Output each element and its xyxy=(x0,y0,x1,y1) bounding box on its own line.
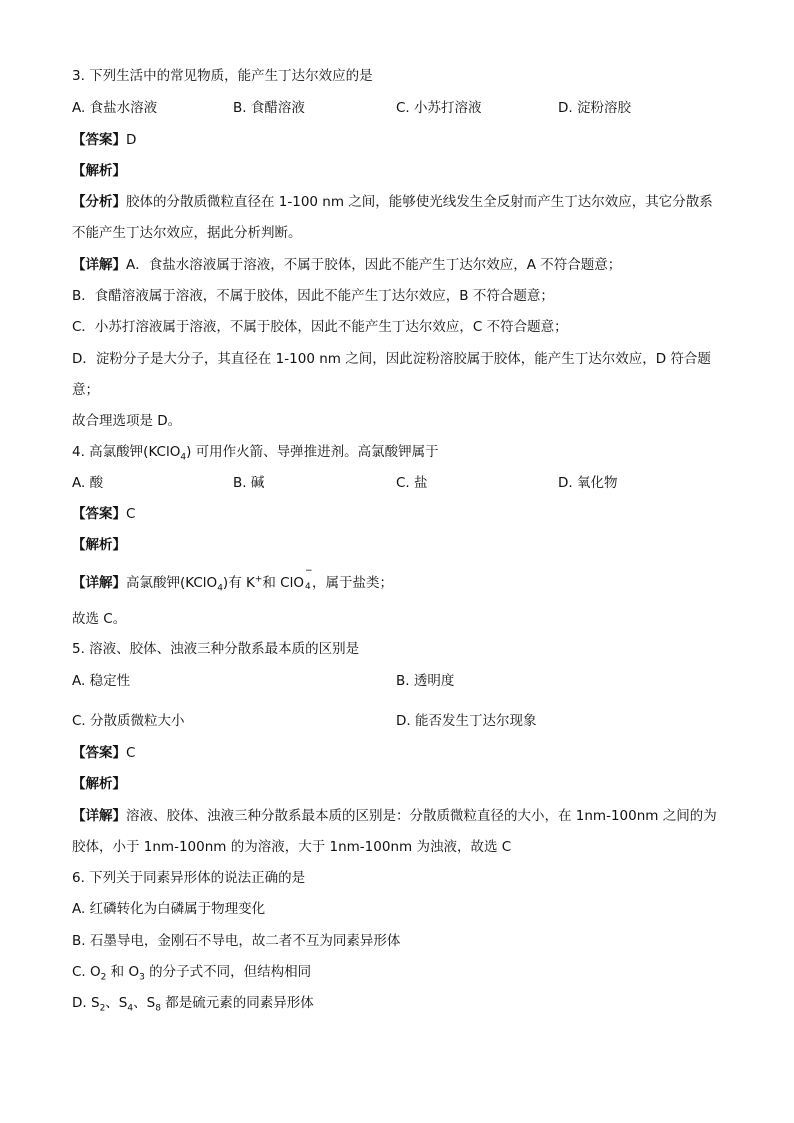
q3-analysis-text1: 胶体的分散质微粒直径在 1-100 nm 之间，能够使光线发生全反射而产生丁达尔效应，其它分散系 xyxy=(126,194,713,210)
q4-detail-sup1: + xyxy=(254,574,263,585)
q3-answer: D xyxy=(126,132,137,148)
q5-detail-line2: 胶体，小于 1nm-100nm 的为溶液，大于 1nm-100nm 为浊液，故选 C xyxy=(72,839,512,855)
q3-option-a: A. 食盐水溶液 xyxy=(72,100,158,116)
q4-answer-line xyxy=(72,504,135,524)
q4-ion-charge: − 4 xyxy=(305,566,313,592)
q6-c-sub2: 3 xyxy=(139,972,145,983)
q5-option-d: D. 能否发生丁达尔现象 xyxy=(396,713,537,729)
q3-analysis-line1 xyxy=(72,192,713,212)
q5-stem: 5. 溶液、胶体、浊液三种分散系最本质的区别是 xyxy=(72,641,360,657)
q6-d-sub2: 4 xyxy=(127,1003,134,1014)
q6-d-sub3: 8 xyxy=(155,1003,161,1014)
q5-answer: C xyxy=(126,745,136,761)
q3-option-d: D. 淀粉溶胶 xyxy=(558,100,631,116)
q6-d-post: 都是硫元素的同素异形体 xyxy=(160,995,314,1011)
q4-stem xyxy=(72,442,439,462)
q4-detail xyxy=(72,566,393,594)
q6-d-mid1: 、S xyxy=(105,995,128,1011)
q6-option-b: B. 石墨导电，金刚石不导电，故二者不互为同素异形体 xyxy=(72,933,401,949)
q5-detail-text1: 溶液、胶体、浊液三种分散系最本质的区别是：分散质微粒直径的大小，在 1nm-100nm 之间的为 xyxy=(126,808,717,824)
q4-detail-mid2: 和 ClO xyxy=(262,575,304,591)
q4-option-b: B. 碱 xyxy=(233,475,265,491)
answer-tag: 【答案】 xyxy=(72,745,126,761)
q6-c-mid: 和 O xyxy=(106,964,140,980)
q3-option-b: B. 食醋溶液 xyxy=(233,100,305,116)
q3-conclusion: 故合理选项是 D。 xyxy=(72,413,182,429)
q5-analysis-tag: 【解析】 xyxy=(72,776,126,792)
answer-tag: 【答案】 xyxy=(72,132,126,148)
q3-detail-d2: 意； xyxy=(72,382,99,398)
q6-d-pre: D. S xyxy=(72,995,100,1011)
detail-head: 【详解】 xyxy=(72,257,126,273)
q3-detail-b: B．食醋溶液属于溶液，不属于胶体，因此不能产生丁达尔效应，B 不符合题意； xyxy=(72,288,554,304)
q4-detail-pre: 高氯酸钾(KClO xyxy=(126,575,218,591)
q5-answer-line xyxy=(72,743,135,763)
q3-detail-c: C．小苏打溶液属于溶液，不属于胶体，因此不能产生丁达尔效应，C 不符合题意； xyxy=(72,319,568,335)
q3-detail-a xyxy=(72,255,621,275)
q6-d-sub1: 2 xyxy=(99,1003,106,1014)
q5-option-c: C. 分散质微粒大小 xyxy=(72,713,185,729)
q3-detail-d1: D．淀粉分子是大分子，其直径在 1-100 nm 之间，因此淀粉溶胶属于胶体，能产生丁达尔效应，D 符合题 xyxy=(72,351,711,367)
q4-option-d: D. 氧化物 xyxy=(558,475,618,491)
q3-answer-line xyxy=(72,130,136,150)
q6-c-pre: C. O xyxy=(72,964,101,980)
q4-option-c: C. 盐 xyxy=(396,475,428,491)
q5-option-a: A. 稳定性 xyxy=(72,673,131,689)
q4-stem-sub: 4 xyxy=(180,452,187,463)
q4-conclusion: 故选 C。 xyxy=(72,611,127,627)
analysis-head: 【分析】 xyxy=(72,194,126,210)
q6-option-d xyxy=(72,993,314,1013)
detail-head: 【详解】 xyxy=(72,575,126,591)
q3-stem: 3. 下列生活中的常见物质，能产生丁达尔效应的是 xyxy=(72,68,373,84)
q5-option-b: B. 透明度 xyxy=(396,673,455,689)
q3-option-c: C. 小苏打溶液 xyxy=(396,100,482,116)
q6-stem: 6. 下列关于同素异形体的说法正确的是 xyxy=(72,870,306,886)
detail-head: 【详解】 xyxy=(72,808,126,824)
q3-analysis-tag: 【解析】 xyxy=(72,163,126,179)
q4-stem-post: ) 可用作火箭、导弹推进剂。高氯酸钾属于 xyxy=(186,444,439,460)
q6-d-mid2: 、S xyxy=(133,995,156,1011)
q6-c-sub1: 2 xyxy=(100,972,107,983)
q6-option-c xyxy=(72,962,311,982)
q4-detail-mid1: )有 K xyxy=(222,575,255,591)
q6-c-post: 的分子式不同，但结构相同 xyxy=(144,964,312,980)
q4-detail-sub: 4 xyxy=(217,583,223,594)
q3-analysis-line2: 不能产生丁达尔效应，据此分析判断。 xyxy=(72,225,302,241)
q5-detail-line1 xyxy=(72,806,717,826)
answer-tag: 【答案】 xyxy=(72,506,126,522)
q4-stem-pre: 4. 高氯酸钾(KClO xyxy=(72,444,181,460)
q6-option-a: A. 红磷转化为白磷属于物理变化 xyxy=(72,901,266,917)
q3-detail-a-text: A．食盐水溶液属于溶液，不属于胶体，因此不能产生丁达尔效应，A 不符合题意； xyxy=(126,257,622,273)
q4-option-a: A. 酸 xyxy=(72,475,104,491)
q4-analysis-tag: 【解析】 xyxy=(72,537,126,553)
q4-detail-post: ，属于盐类； xyxy=(312,575,393,591)
q4-answer: C xyxy=(126,506,136,522)
